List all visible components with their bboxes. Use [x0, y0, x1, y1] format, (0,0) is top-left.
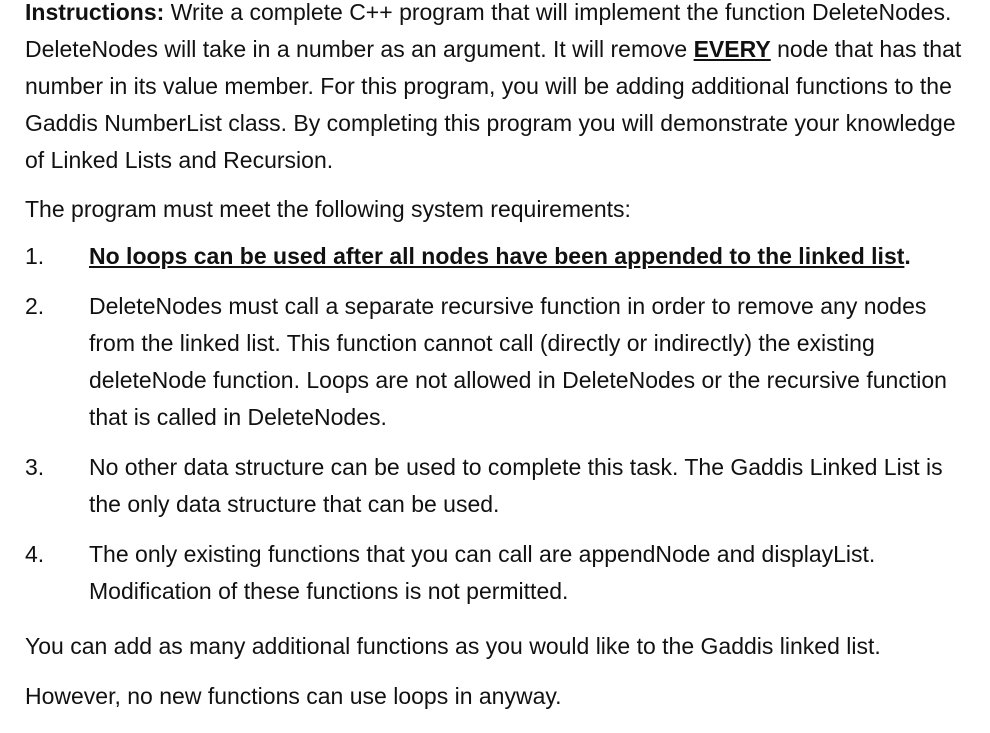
- instructions-label: Instructions:: [25, 0, 165, 25]
- instructions-paragraph: [25, 0, 975, 179]
- requirement-text: The only existing functions that you can call are appendNode and displayList. Modification of these functions is not permitted.: [89, 541, 876, 604]
- requirement-item-3: [25, 449, 975, 523]
- document-body: [25, 0, 975, 721]
- closing-paragraph: You can add as many additional functions as you would like to the Gaddis linked list. However, no new functions can use loops in anyway.: [25, 633, 881, 709]
- requirement-text-emphasis: No loops can be used after all nodes have been appended to the linked list: [89, 243, 905, 269]
- requirement-number: 3.: [25, 454, 45, 480]
- instructions-text-part1: Write a complete C++ program that will implement the function DeleteNodes. DeleteNodes will take in a number as an argument. It will remove: [25, 0, 952, 62]
- requirements-heading: The program must meet the following system requirements:: [25, 196, 631, 222]
- requirement-text: [89, 238, 975, 275]
- requirement-item-4: [25, 536, 975, 610]
- requirements-list: [25, 238, 975, 610]
- requirement-number: 4.: [25, 541, 45, 567]
- requirement-text: DeleteNodes must call a separate recursive function in order to remove any nodes from the linked list. This function cannot call (directly or indirectly) the existing deleteNode function. Loops are not allowed in DeleteNodes or the recursive function that is called in DeleteNodes.: [89, 293, 947, 430]
- requirement-item-1: [25, 238, 975, 275]
- requirement-text-suffix: .: [904, 243, 911, 269]
- requirement-number: 2.: [25, 293, 45, 319]
- requirement-number: 1.: [25, 243, 45, 269]
- requirement-item-2: [25, 288, 975, 436]
- instructions-emphasis-every: EVERY: [693, 36, 771, 62]
- requirement-text: No other data structure can be used to complete this task. The Gaddis Linked List is the only data structure that can be used.: [89, 454, 943, 517]
- instructions-text-part2: node that has that number in its value member. For this program, you will be adding additional functions to the Gaddis NumberList class. By completing this program you will demonstrate your knowledge of Linked Lists and Recursion.: [25, 36, 962, 173]
